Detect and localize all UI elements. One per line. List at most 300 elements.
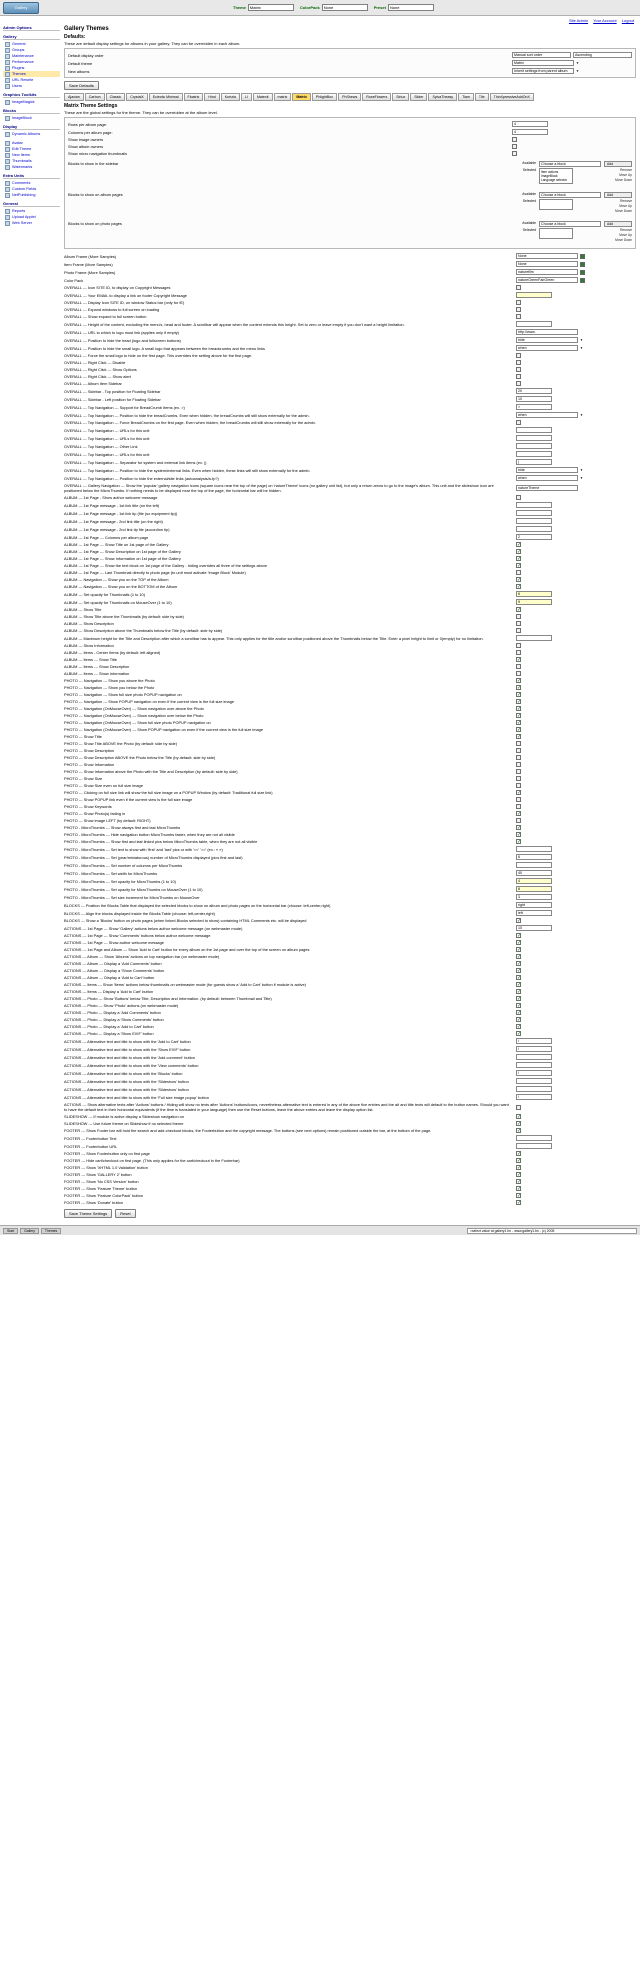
setting-text-input[interactable]: [516, 862, 552, 868]
setting-text-input[interactable]: [512, 121, 548, 127]
setting-label: Default display order: [68, 52, 104, 58]
setting-checkbox[interactable]: [516, 495, 521, 500]
setting-text-input[interactable]: [516, 846, 552, 852]
setting-label: ALBUM --- Show Title: [64, 607, 102, 612]
tab-phshews[interactable]: PhShews: [338, 93, 361, 101]
setting-checkbox[interactable]: [516, 954, 521, 959]
setting-select[interactable]: [573, 52, 632, 58]
theme-setting-row: [64, 1009, 636, 1016]
setting-label: ALBUM --- 1st Page message - 1st link tip (file (so equipment tip)): [64, 510, 178, 516]
sidebar-item-users[interactable]: [3, 83, 60, 89]
sidebar-item-label: General: [12, 42, 26, 46]
setting-text-input[interactable]: [516, 1054, 552, 1060]
setting-checkbox[interactable]: [516, 734, 521, 739]
setting-checkbox[interactable]: [516, 314, 521, 319]
theme-field-input[interactable]: [248, 4, 294, 11]
setting-checkbox[interactable]: [516, 549, 521, 554]
tab-hind[interactable]: Hind: [204, 93, 219, 101]
theme-frame-control: [516, 253, 636, 259]
tab-slider[interactable]: Slider: [410, 93, 427, 101]
setting-checkbox[interactable]: [516, 692, 521, 697]
setting-control: [516, 1200, 636, 1205]
selected-blocks-list[interactable]: [539, 168, 573, 184]
setting-checkbox[interactable]: [516, 1017, 521, 1022]
theme-setting-row: [64, 824, 636, 831]
setting-label: FOOTER --- Footerbutton URL: [64, 1143, 118, 1149]
tab-tile[interactable]: Tile: [475, 93, 489, 101]
list-item[interactable]: ImageBlock: [541, 174, 558, 178]
setting-checkbox[interactable]: [516, 353, 521, 358]
setting-text-input[interactable]: [516, 1078, 552, 1084]
theme-frame-select[interactable]: [516, 261, 578, 267]
theme-setting-row: [64, 817, 636, 824]
setting-text-input[interactable]: [516, 902, 552, 908]
sidebar-item-icon: [5, 221, 10, 226]
setting-checkbox[interactable]: [516, 996, 521, 1001]
chevron-down-icon[interactable]: ▼: [580, 338, 583, 342]
setting-label: ACTIONS --- Items --- Show 'Items' actions below thumbnails on webmaster mode (for guests show a 'Add to Cart' button if module is active): [64, 982, 306, 987]
sidebar-item-web-server[interactable]: [3, 220, 60, 226]
your-account-link[interactable]: Your Account: [593, 18, 617, 23]
setting-checkbox[interactable]: [516, 1003, 521, 1008]
setting-text-input[interactable]: [516, 1046, 552, 1052]
setting-checkbox[interactable]: [516, 769, 521, 774]
setting-checkbox[interactable]: [516, 940, 521, 945]
setting-checkbox[interactable]: [516, 748, 521, 753]
setting-checkbox[interactable]: [516, 621, 521, 626]
setting-checkbox[interactable]: [516, 607, 521, 612]
setting-checkbox[interactable]: [516, 1010, 521, 1015]
setting-checkbox[interactable]: [516, 982, 521, 987]
tab-kurtzia[interactable]: Kurtzia: [221, 93, 240, 101]
setting-select[interactable]: [516, 345, 578, 351]
setting-text-input[interactable]: [516, 321, 552, 327]
setting-text-input[interactable]: [516, 1086, 552, 1092]
preset-field-input[interactable]: [388, 4, 434, 11]
theme-frame-select[interactable]: [516, 277, 578, 283]
main-content: [62, 23, 640, 1223]
setting-text-input[interactable]: [516, 510, 552, 516]
setting-checkbox[interactable]: [512, 137, 517, 142]
setting-text-input[interactable]: [516, 485, 578, 491]
setting-label: PHOTO --- Show Description: [64, 748, 115, 753]
setting-checkbox[interactable]: [516, 1172, 521, 1177]
setting-text-input[interactable]: [512, 129, 548, 135]
setting-checkbox[interactable]: [516, 1193, 521, 1198]
setting-checkbox[interactable]: [516, 1186, 521, 1191]
setting-checkbox[interactable]: [516, 285, 521, 290]
selected-blocks-list[interactable]: [539, 228, 573, 239]
block-remove-button[interactable]: Remove: [620, 199, 632, 203]
setting-checkbox[interactable]: [516, 706, 521, 711]
setting-text-input[interactable]: [516, 502, 552, 508]
theme-frame-select[interactable]: [516, 253, 578, 259]
setting-text-input[interactable]: [516, 878, 552, 884]
setting-checkbox[interactable]: [516, 783, 521, 788]
setting-text-input[interactable]: [516, 404, 552, 410]
setting-checkbox[interactable]: [516, 628, 521, 633]
setting-select[interactable]: [516, 467, 578, 473]
setting-checkbox[interactable]: [516, 755, 521, 760]
setting-label: PHOTO --- Show Information: [64, 762, 115, 767]
selected-label: Selected: [522, 228, 536, 232]
setting-checkbox[interactable]: [516, 360, 521, 365]
setting-label: OVERALL --- Sidebar - Left position for Floating Sidebar: [64, 396, 161, 402]
selected-label: Selected: [522, 168, 536, 172]
status-chip-start[interactable]: Start: [3, 1228, 18, 1234]
setting-label: ACTIONS --- Photo --- Display a 'Add Comments' button: [64, 1010, 161, 1015]
theme-setting-row: [64, 838, 636, 845]
theme-setting-rows: [64, 284, 636, 1206]
block-selector-box: [518, 161, 632, 184]
setting-checkbox[interactable]: [516, 720, 521, 725]
setting-text-input[interactable]: [516, 396, 552, 402]
chevron-down-icon[interactable]: ▼: [576, 69, 579, 73]
theme-setting-row: [64, 917, 636, 924]
setting-text-input[interactable]: [516, 886, 552, 892]
setting-checkbox[interactable]: [516, 671, 521, 676]
theme-setting-row: [64, 434, 636, 442]
setting-control: [516, 1003, 636, 1008]
setting-checkbox[interactable]: [516, 1105, 521, 1110]
setting-text-input[interactable]: [516, 1094, 552, 1100]
setting-label: ACTIONS --- Alternative text and title to show with the 'Full size image popup' button: [64, 1094, 209, 1100]
add-block-button[interactable]: Add: [604, 221, 632, 227]
setting-label: ACTIONS --- 1st Page --- Show 'Gallery' actions below author welcome message (on webmaster mode): [64, 925, 243, 931]
block-remove-button[interactable]: Remove: [620, 228, 632, 232]
tab-phlightbox[interactable]: PhlightBox: [312, 93, 337, 101]
setting-checkbox[interactable]: [516, 825, 521, 830]
reset-button[interactable]: Reset: [115, 1209, 135, 1218]
available-blocks-select[interactable]: [539, 221, 601, 227]
setting-text-input[interactable]: [516, 591, 552, 597]
block-move-down-button[interactable]: Move Down: [615, 178, 632, 182]
defaults-heading: Defaults:: [64, 34, 86, 40]
setting-checkbox[interactable]: [516, 643, 521, 648]
setting-text-input[interactable]: [516, 854, 552, 860]
setting-checkbox[interactable]: [516, 1114, 521, 1119]
setting-checkbox[interactable]: [516, 1200, 521, 1205]
setting-text-input[interactable]: [516, 526, 552, 532]
theme-basic-row: [68, 143, 632, 150]
setting-checkbox[interactable]: [516, 664, 521, 669]
setting-checkbox[interactable]: [516, 556, 521, 561]
tab-classic[interactable]: Classic: [106, 93, 126, 101]
theme-setting-row: [64, 583, 636, 590]
block-selector-box: [518, 192, 632, 213]
setting-label: ACTIONS --- Alternative text and title to show with the 'Add comment' button: [64, 1054, 196, 1060]
add-block-button[interactable]: Add: [604, 192, 632, 198]
list-item[interactable]: Language selector: [541, 178, 568, 182]
block-move-down-button[interactable]: Move Down: [615, 209, 632, 213]
setting-text-input[interactable]: [516, 635, 552, 641]
setting-control: [516, 790, 636, 795]
setting-checkbox[interactable]: [516, 818, 521, 823]
theme-settings-panel: [64, 117, 636, 249]
colorpack-field[interactable]: [300, 4, 368, 11]
setting-text-input[interactable]: [516, 292, 552, 298]
theme-setting-row: [64, 670, 636, 677]
setting-text-input[interactable]: [516, 1143, 552, 1149]
setting-label: OVERALL --- Top Navigation --- URLs for this unit: [64, 435, 150, 441]
setting-text-input[interactable]: [516, 925, 552, 931]
setting-label: ACTIONS --- 1st Page --- Show author welcome message: [64, 940, 164, 945]
tab-siriux[interactable]: Siriux: [392, 93, 409, 101]
setting-text-input[interactable]: [516, 329, 578, 335]
setting-label: FOOTER --- Show 'Feature ColorPack' button: [64, 1193, 143, 1198]
save-defaults-button[interactable]: Save Defaults: [64, 81, 99, 90]
setting-label: ALBUM --- 1st Page --- Last Thumbnail directly to photo page (to unit must activate 'Image Block' Module): [64, 570, 246, 575]
setting-control: [516, 534, 636, 540]
setting-label: ACTIONS --- Alternative text and title to show with the 'Blocks' button: [64, 1070, 183, 1076]
theme-frame-row: [64, 252, 636, 260]
theme-frame-label: Item Frame (More Samples): [64, 261, 113, 267]
setting-text-input[interactable]: [516, 427, 552, 433]
block-move-down-button[interactable]: Move Down: [615, 238, 632, 242]
setting-control: [516, 635, 636, 641]
setting-checkbox[interactable]: [516, 563, 521, 568]
setting-checkbox[interactable]: [516, 1121, 521, 1126]
block-move-up-button[interactable]: Move Up: [619, 173, 632, 177]
theme-setting-row: [64, 939, 636, 946]
setting-checkbox[interactable]: [516, 1165, 521, 1170]
selected-blocks-list[interactable]: [539, 199, 573, 210]
setting-label: OVERALL --- Top Navigation --- Force BreadCrumbs on the first page. Even when hidden, the breadCrumbs will still show externally for the admin.: [64, 420, 316, 425]
setting-control: [516, 818, 636, 823]
setting-text-input[interactable]: [516, 599, 552, 605]
theme-setting-row: [64, 1157, 636, 1164]
setting-text-input[interactable]: [516, 894, 552, 900]
theme-setting-row: [64, 1069, 636, 1077]
setting-checkbox[interactable]: [516, 811, 521, 816]
setting-checkbox[interactable]: [512, 151, 517, 156]
setting-text-input[interactable]: [516, 1062, 552, 1068]
available-blocks-select[interactable]: [539, 192, 601, 198]
setting-checkbox[interactable]: [516, 367, 521, 372]
setting-checkbox[interactable]: [516, 374, 521, 379]
available-label: Available: [522, 161, 536, 165]
defaults-row: [68, 51, 632, 59]
tab-li[interactable]: LI: [241, 93, 252, 101]
setting-select[interactable]: [512, 68, 574, 74]
tab-thinxpressiveaddonx[interactable]: ThinXpressiveAddOnX: [490, 93, 534, 101]
tab-floatrix[interactable]: Floatrix: [184, 93, 204, 101]
status-chip-gallery[interactable]: Gallery: [20, 1228, 39, 1234]
add-block-button[interactable]: Add: [604, 161, 632, 167]
setting-text-input[interactable]: [516, 451, 552, 457]
setting-checkbox[interactable]: [516, 1128, 521, 1133]
tab-sylvatheasy[interactable]: SylvaTheasy: [428, 93, 457, 101]
setting-select[interactable]: [512, 60, 574, 66]
setting-text-input[interactable]: [516, 1135, 552, 1141]
setting-control: [516, 427, 636, 433]
setting-checkbox[interactable]: [516, 1031, 521, 1036]
setting-control: [516, 918, 636, 923]
logout-link[interactable]: Logout: [621, 18, 634, 23]
setting-label: ACTIONS --- Album --- Display a 'Add Comments' button: [64, 961, 162, 966]
setting-checkbox[interactable]: [516, 584, 521, 589]
setting-checkbox[interactable]: [516, 933, 521, 938]
chevron-down-icon[interactable]: ▼: [580, 413, 583, 417]
setting-checkbox[interactable]: [516, 762, 521, 767]
tab-carbon[interactable]: Carbon: [85, 93, 105, 101]
setting-checkbox[interactable]: [516, 542, 521, 547]
theme-setting-row: [64, 517, 636, 525]
setting-checkbox[interactable]: [516, 790, 521, 795]
setting-select[interactable]: [516, 337, 578, 343]
setting-checkbox[interactable]: [516, 650, 521, 655]
setting-checkbox[interactable]: [516, 570, 521, 575]
setting-checkbox[interactable]: [516, 727, 521, 732]
colorpack-field-input[interactable]: [322, 4, 368, 11]
setting-control: [516, 706, 636, 711]
setting-control: [512, 68, 632, 74]
theme-field[interactable]: [233, 4, 294, 11]
theme-basic-row: [68, 150, 632, 157]
setting-checkbox[interactable]: [516, 804, 521, 809]
chevron-down-icon[interactable]: ▼: [580, 476, 583, 480]
tab-ajaxian[interactable]: Ajaxian: [64, 93, 84, 101]
setting-select[interactable]: [516, 412, 578, 418]
sidebar-item-netpublishing[interactable]: [3, 192, 60, 198]
setting-checkbox[interactable]: [516, 685, 521, 690]
setting-checkbox[interactable]: [516, 1151, 521, 1156]
setting-text-input[interactable]: [516, 534, 552, 540]
save-theme-row: [64, 1209, 636, 1218]
site-admin-link[interactable]: Site Admin: [568, 18, 589, 23]
setting-text-input[interactable]: [516, 518, 552, 524]
theme-setting-row: [64, 627, 636, 634]
setting-label: ALBUM --- 1st Page message - 2nd link title (on the right): [64, 518, 163, 524]
setting-checkbox[interactable]: [516, 776, 521, 781]
theme-setting-row: [64, 359, 636, 366]
setting-select[interactable]: [516, 475, 578, 481]
setting-checkbox[interactable]: [516, 713, 521, 718]
save-theme-settings-button[interactable]: Save Theme Settings: [64, 1209, 112, 1218]
tab-eclectic-minimal[interactable]: Eclectic Minimal: [149, 93, 183, 101]
setting-checkbox[interactable]: [516, 300, 521, 305]
setting-checkbox[interactable]: [516, 968, 521, 973]
setting-label: PHOTO --- Show POPUP link even if the current view is the full size image: [64, 797, 193, 802]
setting-control: [516, 776, 636, 781]
setting-checkbox[interactable]: [516, 961, 521, 966]
setting-control: [516, 420, 636, 425]
sidebar-item-imagemagick[interactable]: [3, 99, 60, 105]
setting-checkbox[interactable]: [516, 1158, 521, 1163]
theme-setting-row: [64, 1016, 636, 1023]
setting-select[interactable]: [512, 52, 571, 58]
setting-checkbox[interactable]: [516, 1024, 521, 1029]
theme-setting-row: [64, 861, 636, 869]
theme-tabs: [64, 93, 636, 101]
setting-text-input[interactable]: [516, 870, 552, 876]
tab-matrix[interactable]: matrix: [274, 93, 292, 101]
setting-label: FOOTER --- Show Footerbutton only on first page: [64, 1151, 150, 1156]
setting-control: [516, 894, 636, 900]
setting-checkbox[interactable]: [516, 832, 521, 837]
chevron-down-icon[interactable]: ▼: [580, 468, 583, 472]
sidebar-item-label: Custom Fields: [12, 187, 37, 191]
setting-label: ALBUM --- Set opacity for Thumbnails (1 to 10): [64, 591, 146, 597]
setting-checkbox[interactable]: [516, 947, 521, 952]
setting-checkbox[interactable]: [516, 381, 521, 386]
setting-control: [516, 614, 636, 619]
theme-setting-row: [64, 782, 636, 789]
setting-text-input[interactable]: [516, 910, 552, 916]
theme-setting-row: [64, 426, 636, 434]
setting-label: PHOTO - MicroThumbs --- Show always first and last MicroThumbs: [64, 825, 181, 830]
theme-setting-row: [64, 344, 636, 352]
list-item[interactable]: Item actions: [541, 170, 559, 174]
setting-checkbox[interactable]: [516, 699, 521, 704]
setting-checkbox[interactable]: [516, 657, 521, 662]
setting-control: [516, 526, 636, 532]
setting-text-input[interactable]: [516, 459, 552, 465]
setting-checkbox[interactable]: [516, 1179, 521, 1184]
setting-checkbox[interactable]: [512, 144, 517, 149]
setting-checkbox[interactable]: [516, 839, 521, 844]
setting-checkbox[interactable]: [516, 678, 521, 683]
tab-matexit[interactable]: Matexit: [253, 93, 273, 101]
block-move-up-button[interactable]: Move Up: [619, 204, 632, 208]
chevron-down-icon[interactable]: ▼: [580, 346, 583, 350]
setting-text-input[interactable]: [516, 443, 552, 449]
tab-matrix[interactable]: Matrix: [292, 93, 311, 101]
setting-label: ALBUM --- 1st Page --- Show the text block on 1st page of the Gallery - hiding overrides all three of the settings above: [64, 563, 268, 568]
tab-crystalx[interactable]: CrystalX: [126, 93, 148, 101]
setting-control: [512, 151, 632, 156]
block-selector-section: [68, 217, 632, 246]
setting-label: OVERALL --- Icon SITE ID, to display on Copyright Messages: [64, 285, 171, 290]
setting-checkbox[interactable]: [516, 307, 521, 312]
setting-control: [516, 1158, 636, 1163]
status-chip-themes[interactable]: Themes: [41, 1228, 61, 1234]
block-move-up-button[interactable]: Move Up: [619, 233, 632, 237]
setting-checkbox[interactable]: [516, 975, 521, 980]
available-blocks-select[interactable]: [539, 161, 601, 167]
setting-text-input[interactable]: [516, 1038, 552, 1044]
topbar-fields: [233, 4, 434, 11]
setting-label: ALBUM --- Items --- Show Information: [64, 671, 130, 676]
theme-setting-row: [64, 411, 636, 419]
setting-checkbox[interactable]: [516, 918, 521, 923]
setting-control: [516, 518, 636, 524]
sidebar-item-watermarks[interactable]: [3, 164, 60, 170]
setting-checkbox[interactable]: [516, 797, 521, 802]
setting-checkbox[interactable]: [516, 741, 521, 746]
setting-checkbox[interactable]: [516, 614, 521, 619]
setting-checkbox[interactable]: [516, 577, 521, 582]
setting-text-input[interactable]: [516, 1070, 552, 1076]
setting-checkbox[interactable]: [516, 420, 521, 425]
theme-frame-select[interactable]: [516, 269, 578, 275]
tab-roseflowers[interactable]: RoseFlowers: [362, 93, 391, 101]
tab-tiam[interactable]: Tiam: [458, 93, 474, 101]
sidebar-item-imageblock[interactable]: [3, 115, 60, 121]
setting-checkbox[interactable]: [516, 989, 521, 994]
setting-control: [516, 321, 636, 327]
setting-text-input[interactable]: [516, 435, 552, 441]
chevron-down-icon[interactable]: ▼: [576, 61, 579, 65]
preset-field[interactable]: [374, 4, 434, 11]
theme-setting-row: [64, 313, 636, 320]
theme-setting-row: [64, 740, 636, 747]
sidebar-item-dynamic-albums[interactable]: [3, 131, 60, 137]
setting-control: [516, 762, 636, 767]
block-remove-button[interactable]: Remove: [620, 168, 632, 172]
setting-control: [516, 650, 636, 655]
setting-text-input[interactable]: [516, 388, 552, 394]
